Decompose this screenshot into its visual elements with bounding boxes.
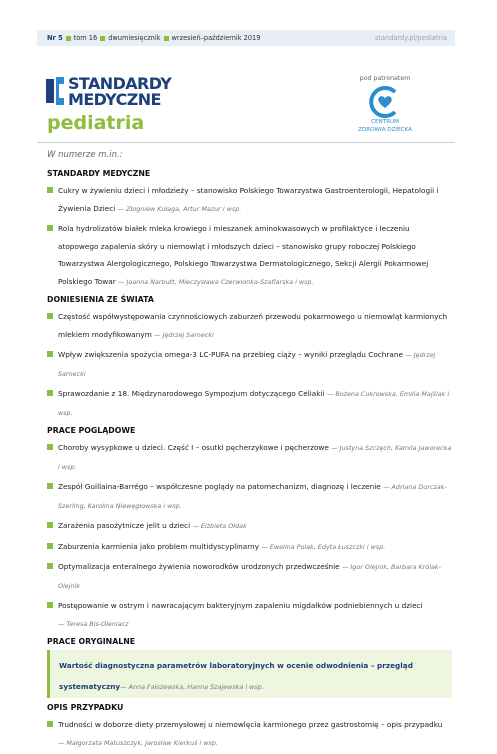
article-authors: — Zbigniew Kułaga, Artur Mazur i wsp. xyxy=(117,204,242,213)
bullet-square-icon xyxy=(47,444,53,450)
article-authors: — Teresa Bis-Oleniacz xyxy=(58,619,129,628)
header-divider xyxy=(37,142,455,143)
article-authors: — Joanna Narbutt, Mieczysława Czerwionka-Szaflarska i wsp. xyxy=(118,277,314,286)
volume: tom 16 xyxy=(73,34,98,42)
frequency: dwumiesięcznik xyxy=(108,34,161,42)
article-title: Sprawozdanie z 18. Międzynarodowego Sympozjum dotyczącego Celiakii xyxy=(58,389,325,398)
section-title: OPIS PRZYPADKU xyxy=(47,703,124,712)
section-title: PRACE ORYGINALNE xyxy=(47,637,136,646)
issue-number: Nr 5 xyxy=(47,34,63,42)
article-title: Trudności w doborze diety przemysłowej u niemowlęcia karmionego przez gastrostomię – opis przypadku xyxy=(58,720,443,729)
contents-lead: W numerze m.in.: xyxy=(47,150,123,160)
issue-info-bar xyxy=(37,30,455,46)
bullet-square-icon xyxy=(47,563,53,569)
article-authors: — Jędrzej Sarnecki xyxy=(154,330,214,339)
bullet-square-icon xyxy=(164,36,169,41)
article-authors: — Małgorzata Matuszczyk, Jarosław Kierkuś i wsp. xyxy=(58,738,218,747)
standardy-medyczne-logo xyxy=(46,76,206,110)
article-item[interactable] xyxy=(47,558,452,595)
logo-line-1: STANDARDY xyxy=(68,74,172,93)
bullet-square-icon xyxy=(47,602,53,608)
article-title: Choroby wysypkowe u dzieci. Część I – osutki pęcherzykowe i pęcherzowe xyxy=(58,443,329,452)
article-item[interactable] xyxy=(47,385,452,422)
article-authors: — Justyna Szczęch, Kamila Jaworecka i wsp. xyxy=(58,444,452,471)
section-title: DONIESIENIA ZE ŚWIATA xyxy=(47,295,154,304)
article-item[interactable] xyxy=(47,308,452,344)
bullet-square-icon xyxy=(47,187,53,193)
period: wrzesień–październik 2019 xyxy=(171,34,261,42)
article-item[interactable] xyxy=(47,182,452,218)
czd-heart-logo-icon xyxy=(368,86,402,118)
article-item[interactable] xyxy=(47,439,452,476)
section-title: STANDARDY MEDYCZNE xyxy=(47,169,151,178)
patronage-org-line-1: CENTRUM xyxy=(371,119,399,125)
bullet-square-icon xyxy=(47,522,53,528)
article-title: Zespół Guillaina-Barrégo – współczesne poglądy na patomechanizm, diagnozę i leczenie xyxy=(58,482,381,491)
bullet-square-icon xyxy=(47,351,53,357)
section-title: PRACE POGLĄDOWE xyxy=(47,426,136,435)
article-title: Rola hydrolizatów białek mleka krowiego i mieszanek aminokwasowych w profilaktyce i leczeniu atopowego zapalenia skóry u niemowląt i młodszych dzieci – stanowisko grupy roboczej Polskiego Towarzystwa Alergologicznego, Polskiego Towarzystwa Dermatologicznego, Sekcji Alergii Pokarmowej Polskiego Towar xyxy=(58,224,429,286)
patronage-org-line-2: ZDROWIA DZIECKA xyxy=(358,126,412,133)
article-item[interactable] xyxy=(47,220,452,291)
bullet-square-icon xyxy=(47,543,53,549)
article-item[interactable] xyxy=(47,716,452,752)
article-item[interactable] xyxy=(47,538,452,557)
featured-article-title: Wartość diagnostyczna parametrów laboratoryjnych w ocenie odwodnienia – przegląd systematyczny xyxy=(59,661,413,691)
article-item[interactable] xyxy=(47,346,452,383)
featured-article[interactable] xyxy=(47,650,452,698)
article-title: Zarażenia pasożytnicze jelit u dzieci xyxy=(58,521,191,530)
bullet-square-icon xyxy=(47,390,53,396)
patronage-label: pod patronatem xyxy=(359,75,411,82)
logo-mark-icon xyxy=(46,76,64,106)
article-item[interactable] xyxy=(47,597,452,633)
article-authors: — Elżbieta Ołdak xyxy=(192,522,247,530)
article-authors: — Igor Olejnik, Barbara Królak-Olejnik xyxy=(58,563,441,590)
article-authors: — Ewelina Polak, Edyta Łuszczki i wsp. xyxy=(261,542,386,551)
article-title: Postępowanie w ostrym i nawracającym bakteryjnym zapaleniu migdałków podniebiennych u dzieci xyxy=(58,601,423,610)
article-title: Wpływ zwiększenia spożycia omega-3 LC-PUFA na przebieg ciąży – wyniki przeglądu Cochrane xyxy=(58,350,404,359)
journal-name: pediatria xyxy=(47,112,145,134)
featured-article-authors: — Anna Fałszewska, Hanna Szajewska i wsp. xyxy=(120,683,264,691)
journal-url[interactable]: standardy.pl/pediatria xyxy=(374,34,447,42)
bullet-square-icon xyxy=(47,225,53,231)
article-authors: — Jędrzej Sarnecki xyxy=(58,351,436,378)
patronage-block xyxy=(345,75,425,134)
article-item[interactable] xyxy=(47,478,452,515)
logo-line-2: MEDYCZNE xyxy=(68,90,161,109)
article-title: Cukry w żywieniu dzieci i młodzieży – stanowisko Polskiego Towarzystwa Gastroenterologii, Hepatologii i Żywienia Dzieci xyxy=(58,186,439,213)
bullet-square-icon xyxy=(47,721,53,727)
bullet-square-icon xyxy=(66,36,71,41)
bullet-square-icon xyxy=(100,36,105,41)
bullet-square-icon xyxy=(47,483,53,489)
article-authors: — Bożena Cukrowska, Emilia Majślak i wsp. xyxy=(58,390,450,417)
article-item[interactable] xyxy=(47,517,452,536)
article-authors: — Adriana Durczak-Szerling, Karolina Niewęgłowska i wsp. xyxy=(58,483,447,510)
article-title: Zaburzenia karmienia jako problem multidyscyplinarny xyxy=(58,541,260,551)
article-title: Optymalizacja enteralnego żywienia noworodków urodzonych przedwcześnie xyxy=(58,562,340,571)
article-title: Częstość współwystępowania czynnościowych zaburzeń przewodu pokarmowego u niemowląt karmionych mlekiem modyfikowanym xyxy=(58,312,448,339)
table-of-contents xyxy=(47,150,452,754)
bullet-square-icon xyxy=(47,313,53,319)
